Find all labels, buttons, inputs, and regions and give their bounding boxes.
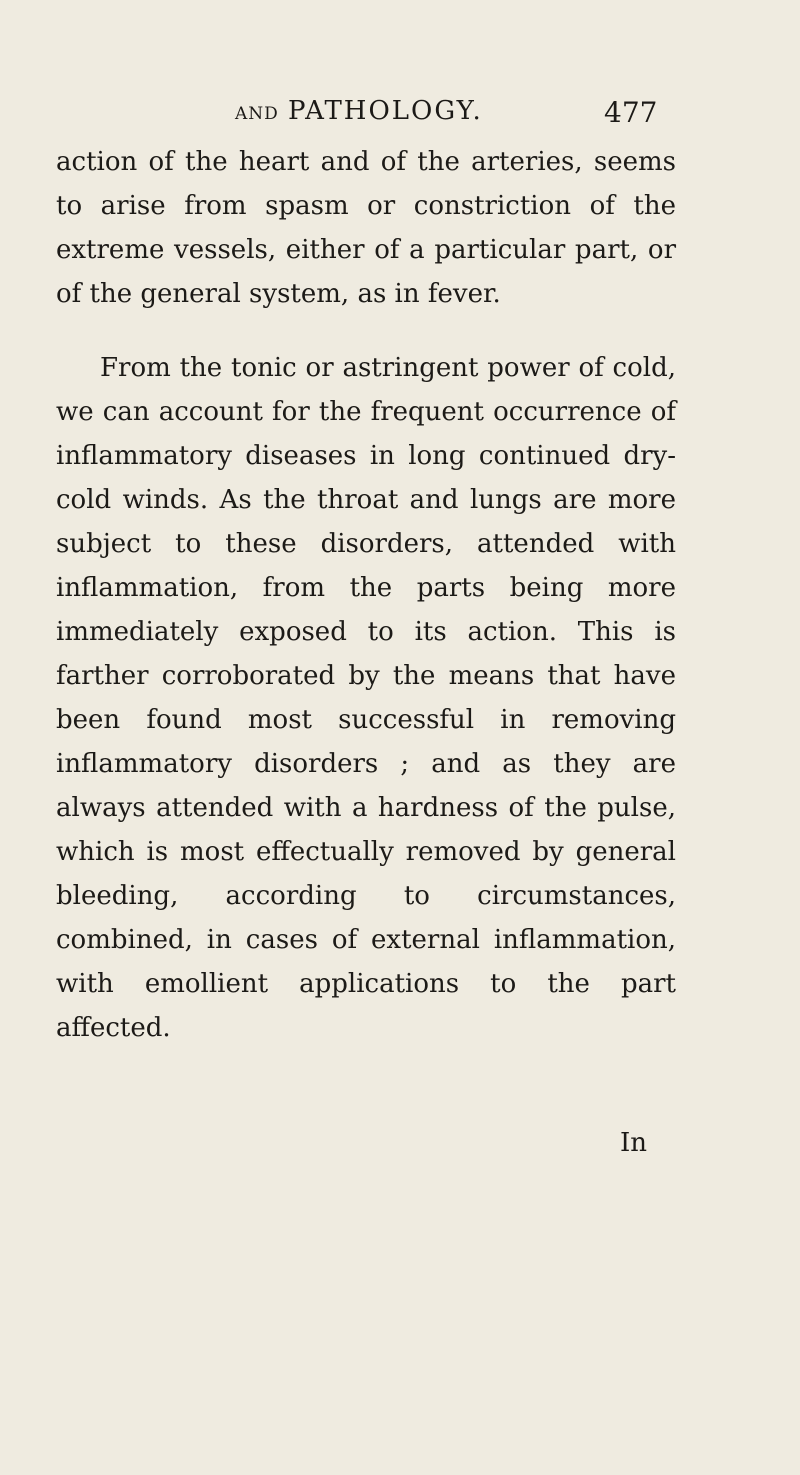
running-head (0, 92, 800, 132)
catchword: In (620, 1128, 648, 1158)
running-head-title: PATHOLOGY. (288, 96, 483, 126)
paragraph-1: action of the heart and of the arteries, seems to arise from spasm or constriction of the extreme vessels, either of a particular part, or of the general system, as in fever. (56, 147, 676, 309)
paragraph-2: From the tonic or astringent power of cold, we can account for the frequent occurrence of inflammatory diseases in long continued dry-cold winds. As the throat and lungs are more subject to these disorders, attended with inflammation, from the parts being more immediately exposed to its action. This is farther corroborated by the means that have been found most successful in removing inflammatory disorders ; and as they are always attended with a hardness of the pulse, which is most effectually removed by general bleeding, according to circumstances, combined, in cases of external inflammation, with emollient applications to the part affected. (56, 353, 676, 1043)
page-number: 477 (604, 96, 658, 129)
running-head-and: AND (235, 104, 279, 124)
body-text (56, 140, 676, 1050)
